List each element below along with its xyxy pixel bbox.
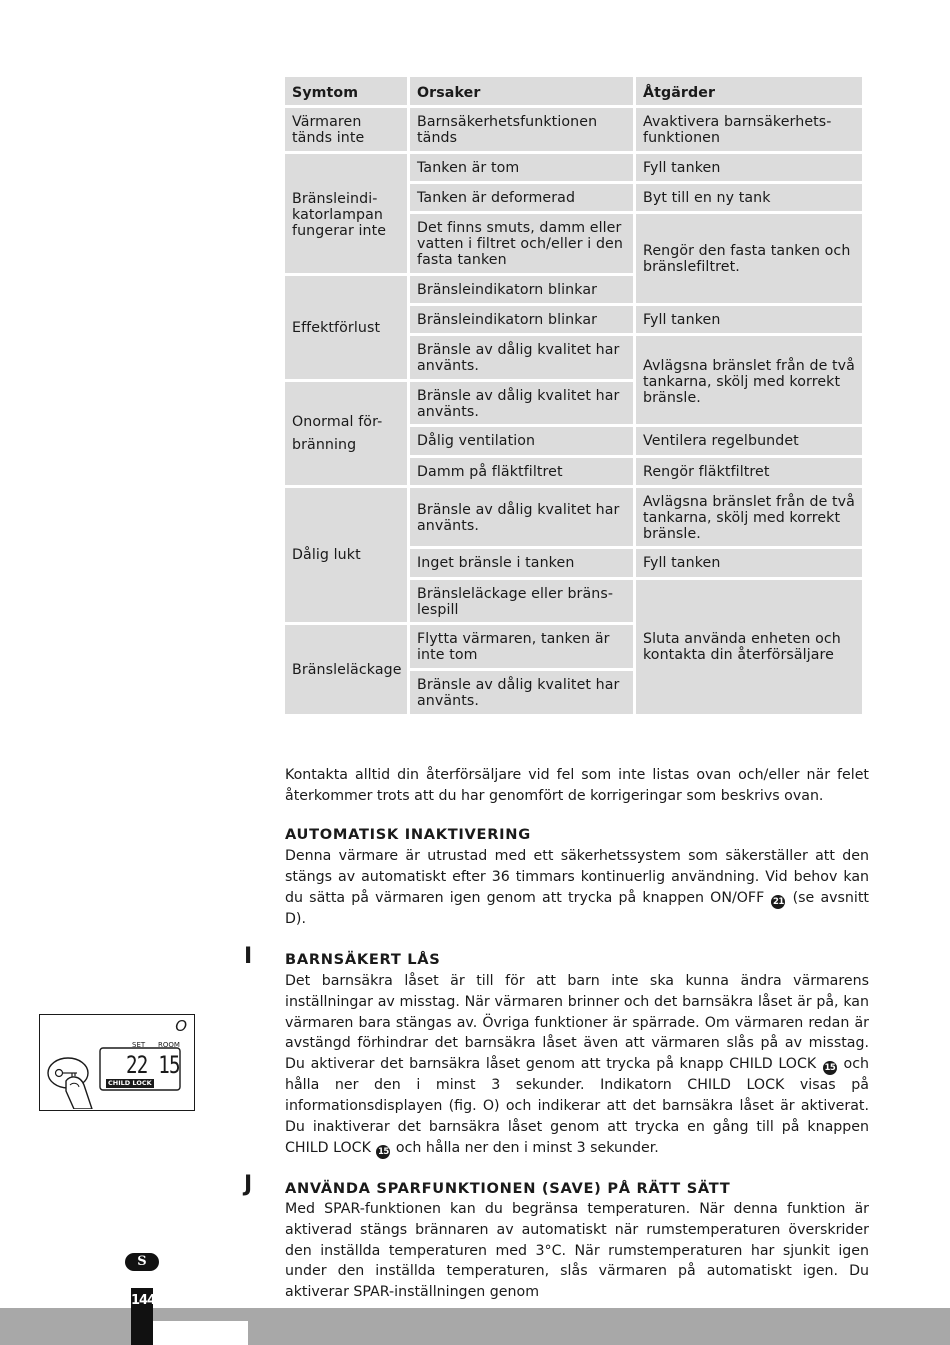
cause-cell: Dålig ventilation bbox=[410, 427, 633, 455]
intro-paragraph: Kontakta alltid din återförsäljare vid fel som inte listas ovan och/eller när felet återkommer trots att du har genomfört de korrigeringar som beskrivs ovan. bbox=[285, 767, 869, 804]
action-cell: Ventilera regelbundet bbox=[636, 427, 862, 455]
action-cell: Sluta använda enheten och kontakta din återförsäljare bbox=[636, 580, 862, 714]
table-header-symptom: Symtom bbox=[285, 77, 407, 105]
cause-cell: Bränsle av dålig kvalitet har använts. bbox=[410, 671, 633, 714]
reference-badge: 21 bbox=[773, 896, 784, 907]
set-label: SET bbox=[132, 1041, 146, 1049]
page-number: 144 bbox=[131, 1293, 156, 1308]
auto-paragraph bbox=[285, 846, 869, 929]
symptom-cell: Onormal för- bränning bbox=[285, 382, 407, 485]
action-cell: Fyll tanken bbox=[636, 306, 862, 333]
table-header-cause: Orsaker bbox=[410, 77, 633, 105]
action-cell: Avlägsna bränslet från de två tankarna, skölj med korrekt bränsle. bbox=[636, 488, 862, 546]
figure-label: O bbox=[175, 1017, 187, 1035]
auto-heading: AUTOMATISK INAKTIVERING bbox=[285, 826, 531, 843]
cause-cell: Tanken är tom bbox=[410, 154, 633, 181]
symptom-cell: Bränsleindi- katorlampan fungerar inte bbox=[285, 154, 407, 273]
section-letter-j: J bbox=[244, 1172, 253, 1197]
cause-cell: Bränsle av dålig kvalitet har använts. bbox=[410, 488, 633, 546]
save-paragraph: Med SPAR-funktionen kan du begränsa temperaturen. När denna funktion är aktiverad stängs brännaren av automatiskt när rumstemperaturen överskrider den inställda temperaturen med 3°C. När rumstemperaturen har sjunkit igen under den inställda temperaturen, slås värmaren på automatiskt igen. Du aktiverar SPAR-inställningen genom bbox=[285, 1201, 869, 1301]
action-cell: Byt till en ny tank bbox=[636, 184, 862, 211]
cause-cell: Bränsleläckage eller bräns- lespill bbox=[410, 580, 633, 622]
cause-cell: Flytta värmaren, tanken är inte tom bbox=[410, 625, 633, 668]
child-lock-text-1: Det barnsäkra låset är till för att barn inte ska kunna ändra värmarens inställningar av misstag. När värmaren brinner och det barnsäkra låset är på, kan värmaren bara stängas av. Övriga funktioner är spärrade. Om värmaren redan är avstängd förhindrar det barnsäkra låset även att värmaren slås på av misstag. Du aktiverar det barnsäkra låset genom att trycka på knapp CHILD LOCK bbox=[285, 973, 869, 1073]
child-lock-text-3: och hålla ner den i minst 3 sekunder. bbox=[391, 1139, 659, 1156]
action-cell: Fyll tanken bbox=[636, 154, 862, 181]
cause-cell: Damm på fläktfiltret bbox=[410, 458, 633, 485]
action-cell: Avaktivera barnsäkerhets- funktionen bbox=[636, 108, 862, 151]
section-letter-i: I bbox=[244, 944, 253, 969]
table-header-action: Åtgärder bbox=[636, 77, 862, 105]
auto-text-2: (se avsnitt D). bbox=[285, 889, 869, 927]
language-badge: S bbox=[125, 1253, 159, 1271]
footer-white-block bbox=[153, 1321, 248, 1345]
cause-cell: Tanken är deformerad bbox=[410, 184, 633, 211]
save-heading: ANVÄNDA SPARFUNKTIONEN (SAVE) PÅ RÄTT SÄTT bbox=[285, 1180, 731, 1197]
cause-cell: Bränsleindikatorn blinkar bbox=[410, 306, 633, 333]
symptom-cell: Bränsleläckage bbox=[285, 625, 407, 714]
reference-badge: 15 bbox=[377, 1146, 389, 1157]
cause-cell: Bränsleindikatorn blinkar bbox=[410, 276, 633, 303]
action-cell: Rengör fläktfiltret bbox=[636, 458, 862, 485]
cause-cell: Inget bränsle i tanken bbox=[410, 549, 633, 577]
cause-cell: Barnsäkerhetsfunktionen tänds bbox=[410, 108, 633, 151]
action-cell: Rengör den fasta tanken och bränslefiltret. bbox=[636, 214, 862, 303]
child-lock-text-2: och hålla ner den i minst 3 sekunder. Indikatorn CHILD LOCK visas på informationsdisplayen (fig. O) och indikerar att det barnsäkra låset är aktiverat. Du inaktiverar det barnsäkra låset genom att trycka en gång till på knappen CHILD LOCK bbox=[285, 1056, 870, 1156]
cause-cell: Bränsle av dålig kvalitet har använts. bbox=[410, 382, 633, 424]
child-lock-heading: BARNSÄKERT LÅS bbox=[285, 951, 441, 968]
action-cell: Avlägsna bränslet från de två tankarna, skölj med korrekt bränsle. bbox=[636, 336, 862, 424]
room-label: ROOM bbox=[158, 1041, 180, 1049]
child-lock-indicator: CHILD LOCK bbox=[108, 1079, 152, 1087]
symptom-cell: Dålig lukt bbox=[285, 488, 407, 622]
action-cell: Fyll tanken bbox=[636, 549, 862, 577]
lcd-digits: 22 15 bbox=[126, 1051, 180, 1079]
auto-text-1: Denna värmare är utrustad med ett säkerhetssystem som säkerställer att den stängs av automatiskt efter 36 timmars kontinuerlig användning. Vid behov kan du sätta på värmaren igen genom att trycka på knappen ON/OFF bbox=[285, 848, 869, 906]
cause-cell: Det finns smuts, damm eller vatten i filtret och/eller i den fasta tanken bbox=[410, 214, 633, 273]
reference-badge: 15 bbox=[824, 1063, 836, 1074]
figure-o-display bbox=[39, 1014, 195, 1111]
child-lock-paragraph bbox=[285, 971, 869, 1159]
symptom-cell: Värmaren tänds inte bbox=[285, 108, 407, 151]
cause-cell: Bränsle av dålig kvalitet har använts. bbox=[410, 336, 633, 379]
symptom-cell: Effektförlust bbox=[285, 276, 407, 379]
